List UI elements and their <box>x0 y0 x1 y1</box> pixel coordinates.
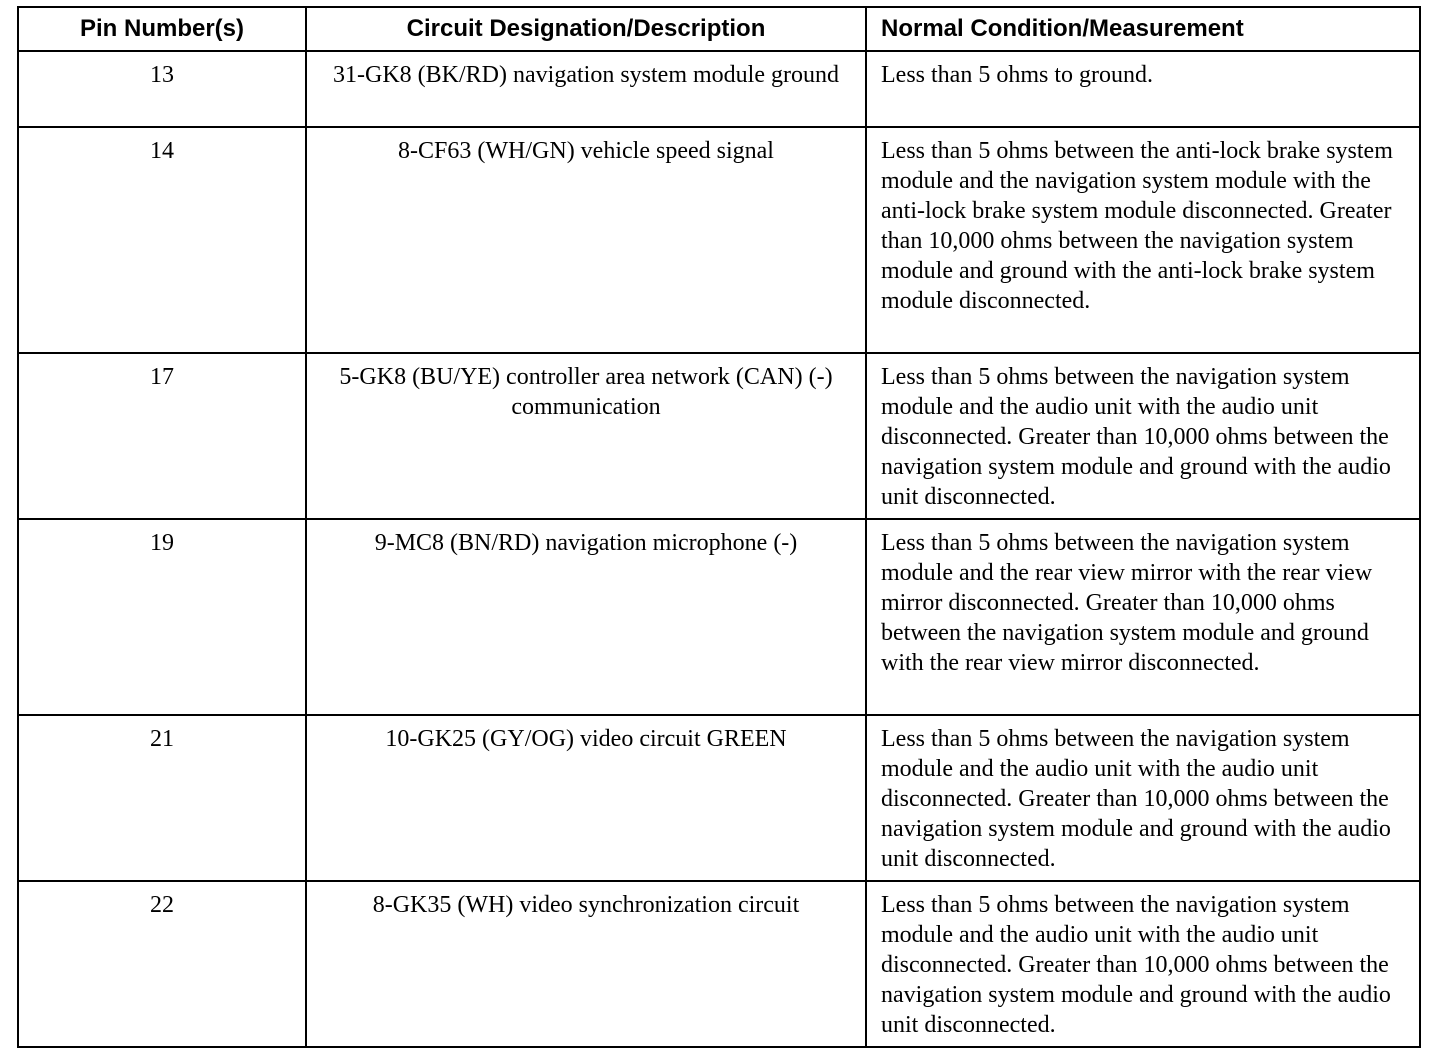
header-pin-numbers: Pin Number(s) <box>18 7 306 51</box>
table-row <box>18 519 1420 715</box>
condition-cell: Less than 5 ohms between the navigation system module and the audio unit with the audio unit disconnected. Greater than 10,000 ohms between the navigation system module and ground with the audio unit disconnected. <box>866 353 1420 519</box>
circuit-description-cell: 8-CF63 (WH/GN) vehicle speed signal <box>306 127 866 353</box>
pin-number-cell: 13 <box>18 51 306 127</box>
pin-number-cell: 21 <box>18 715 306 881</box>
circuit-description-cell: 9-MC8 (BN/RD) navigation microphone (-) <box>306 519 866 715</box>
circuit-description-cell: 31-GK8 (BK/RD) navigation system module ground <box>306 51 866 127</box>
pin-number-cell: 22 <box>18 881 306 1047</box>
pin-number-cell: 14 <box>18 127 306 353</box>
circuit-description-cell: 8-GK35 (WH) video synchronization circuit <box>306 881 866 1047</box>
circuit-description-cell: 5-GK8 (BU/YE) controller area network (CAN) (-) communication <box>306 353 866 519</box>
table-header-row <box>18 7 1420 51</box>
condition-cell: Less than 5 ohms between the navigation system module and the audio unit with the audio unit disconnected. Greater than 10,000 ohms between the navigation system module and ground with the audio unit disconnected. <box>866 881 1420 1047</box>
condition-cell: Less than 5 ohms between the navigation system module and the audio unit with the audio unit disconnected. Greater than 10,000 ohms between the navigation system module and ground with the audio unit disconnected. <box>866 715 1420 881</box>
pin-circuit-table <box>17 6 1421 1048</box>
table-row <box>18 881 1420 1047</box>
condition-cell: Less than 5 ohms between the anti-lock brake system module and the navigation system module with the anti-lock brake system module disconnected. Greater than 10,000 ohms between the navigation system module and ground with the anti-lock brake system module disconnected. <box>866 127 1420 353</box>
header-circuit-designation: Circuit Designation/Description <box>306 7 866 51</box>
circuit-description-cell: 10-GK25 (GY/OG) video circuit GREEN <box>306 715 866 881</box>
condition-cell: Less than 5 ohms to ground. <box>866 51 1420 127</box>
table-row <box>18 715 1420 881</box>
table-row <box>18 51 1420 127</box>
header-normal-condition: Normal Condition/Measurement <box>866 7 1420 51</box>
condition-cell: Less than 5 ohms between the navigation system module and the rear view mirror with the rear view mirror disconnected. Greater than 10,000 ohms between the navigation system module and ground with the rear view mirror disconnected. <box>866 519 1420 715</box>
table-row <box>18 353 1420 519</box>
pin-number-cell: 17 <box>18 353 306 519</box>
table-row <box>18 127 1420 353</box>
pin-number-cell: 19 <box>18 519 306 715</box>
